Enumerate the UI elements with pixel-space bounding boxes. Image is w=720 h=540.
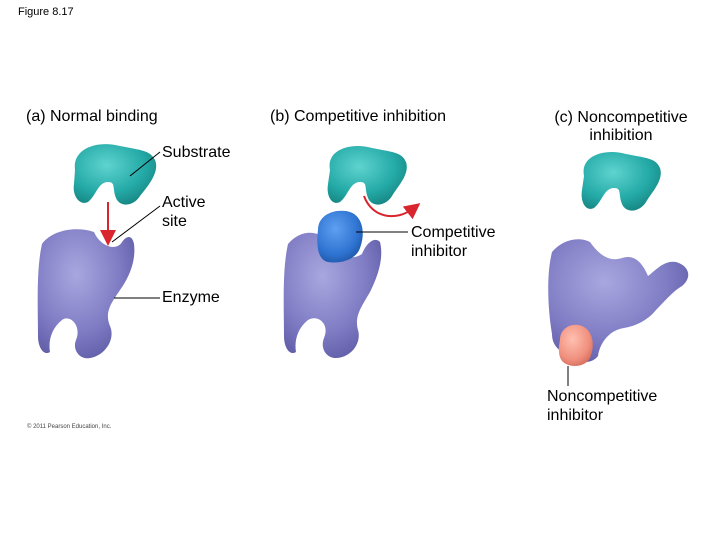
- copyright-notice: © 2011 Pearson Education, Inc.: [27, 424, 112, 430]
- label-substrate: Substrate: [162, 144, 231, 161]
- panel-b-title: (b) Competitive inhibition: [270, 108, 447, 125]
- label-noncompetitive-inhibitor: Noncompetitive inhibitor: [547, 388, 658, 424]
- panel-c-title: (c) Noncompetitive inhibition: [554, 109, 688, 144]
- enzyme-shape-a: [38, 229, 135, 358]
- substrate-shape-b: [328, 146, 407, 205]
- label-active-site: Active site: [162, 194, 206, 230]
- label-enzyme: Enzyme: [162, 289, 220, 306]
- panel-b-art: [284, 146, 414, 358]
- panel-a-art: [38, 144, 157, 358]
- leader-active-site: [112, 206, 160, 242]
- noncompetitive-inhibitor-shape: [559, 325, 593, 366]
- label-competitive-inhibitor: Competitive inhibitor: [411, 224, 496, 260]
- substrate-shape-c: [582, 152, 661, 211]
- substrate-shape-a: [74, 144, 156, 205]
- competitive-inhibitor-shape: [317, 211, 362, 263]
- figure-label: Figure 8.17: [18, 6, 74, 18]
- panel-c-art: [548, 152, 688, 386]
- panel-a-title: (a) Normal binding: [26, 108, 158, 125]
